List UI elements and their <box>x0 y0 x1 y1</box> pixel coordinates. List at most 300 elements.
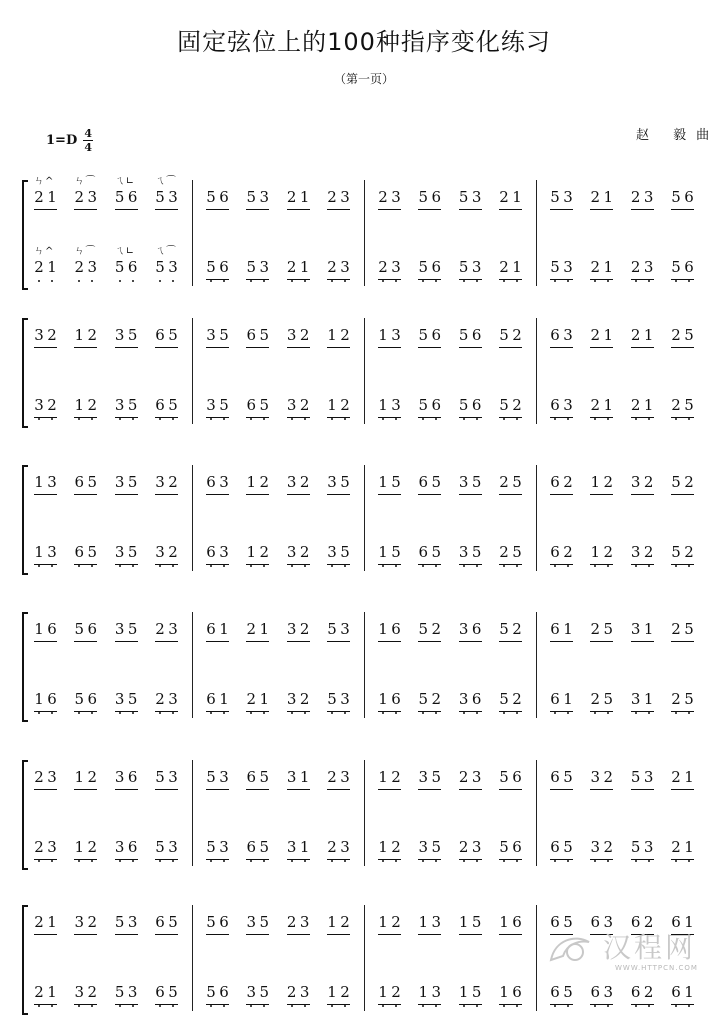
note-group <box>34 326 57 348</box>
note: 2 <box>512 396 522 414</box>
note: 2 <box>47 326 57 344</box>
measure <box>378 690 522 712</box>
note-group <box>74 246 98 279</box>
measure <box>378 543 522 565</box>
note: 1 <box>299 258 310 276</box>
measure <box>550 690 694 712</box>
note: 6 <box>471 690 482 708</box>
barline <box>364 318 365 424</box>
measure <box>378 913 522 935</box>
note: 6 <box>219 913 229 931</box>
note: 6 <box>155 913 165 931</box>
note: 2 <box>671 690 681 708</box>
note: 6 <box>47 690 57 708</box>
note-group <box>206 188 229 210</box>
note-group <box>550 690 573 712</box>
note-group <box>378 620 401 642</box>
system-bracket <box>22 905 28 1015</box>
note-group <box>550 838 573 860</box>
note-group <box>115 913 138 935</box>
watermark <box>545 920 715 980</box>
barline <box>364 465 365 571</box>
note-group <box>206 838 229 860</box>
note: 5 <box>114 983 125 1001</box>
note: 2 <box>34 913 44 931</box>
note-group <box>327 258 350 280</box>
note-group <box>459 838 482 860</box>
note: 2 <box>499 188 509 206</box>
note: 6 <box>246 396 257 414</box>
note-group <box>418 188 441 210</box>
note: 2 <box>512 690 522 708</box>
note: 6 <box>127 258 138 276</box>
note-group <box>671 983 694 1005</box>
barline <box>192 905 193 1011</box>
note: 1 <box>684 768 694 786</box>
note: 1 <box>512 188 522 206</box>
note-group <box>246 188 269 210</box>
note: 5 <box>418 690 429 708</box>
note-group <box>378 326 401 348</box>
note: 1 <box>643 396 654 414</box>
note: 1 <box>643 326 654 344</box>
note-group <box>34 543 57 565</box>
note: 3 <box>206 396 216 414</box>
note-group <box>590 838 613 860</box>
note: 5 <box>127 326 138 344</box>
note: 1 <box>47 983 57 1001</box>
note: 3 <box>458 473 469 491</box>
note-group <box>287 838 310 860</box>
note: 1 <box>590 543 601 561</box>
note: 2 <box>34 838 44 856</box>
note: 1 <box>246 543 257 561</box>
note: 2 <box>458 838 469 856</box>
staff-system <box>0 176 728 290</box>
note: 3 <box>114 543 125 561</box>
note: 5 <box>127 543 138 561</box>
system-bracket <box>22 612 28 722</box>
measure <box>206 838 350 860</box>
note: 1 <box>299 188 310 206</box>
note: 1 <box>327 983 337 1001</box>
note: 3 <box>168 620 178 638</box>
note: 5 <box>550 188 560 206</box>
note: 1 <box>259 620 270 638</box>
measure <box>550 620 694 642</box>
note: 6 <box>87 690 98 708</box>
note-group <box>246 983 269 1005</box>
note: 1 <box>378 326 388 344</box>
watermark-url: WWW.HTTPCN.COM <box>615 964 698 972</box>
note-group <box>499 913 522 935</box>
note: 6 <box>512 913 522 931</box>
note: 6 <box>550 768 560 786</box>
note: 2 <box>155 620 165 638</box>
note-group <box>287 258 310 280</box>
note: 2 <box>378 258 388 276</box>
note: 6 <box>684 188 694 206</box>
note: 3 <box>168 768 178 786</box>
note: 5 <box>418 620 429 638</box>
measure <box>378 620 522 642</box>
watermark-logo-icon <box>545 930 601 970</box>
note: 3 <box>391 396 401 414</box>
note: 6 <box>590 913 601 931</box>
note-group <box>155 473 178 495</box>
note: 2 <box>590 258 601 276</box>
note-group <box>671 768 694 790</box>
note: 6 <box>512 768 522 786</box>
note-group <box>206 620 229 642</box>
barline <box>536 612 537 718</box>
note: 2 <box>643 473 654 491</box>
note: 2 <box>378 188 388 206</box>
note: 5 <box>127 620 138 638</box>
note: 6 <box>418 543 429 561</box>
note: 6 <box>431 396 442 414</box>
note: 5 <box>219 396 229 414</box>
note: 1 <box>246 473 257 491</box>
note: 5 <box>168 983 178 1001</box>
note: 5 <box>259 913 270 931</box>
note: 1 <box>512 258 522 276</box>
measure <box>34 396 178 418</box>
note: 2 <box>246 690 257 708</box>
measure <box>206 913 350 935</box>
note: 5 <box>219 326 229 344</box>
note: 5 <box>471 913 482 931</box>
measure <box>206 768 350 790</box>
note-group <box>459 913 482 935</box>
note-group <box>74 620 97 642</box>
note-group <box>631 543 654 565</box>
barline <box>192 180 193 286</box>
note: 1 <box>378 983 388 1001</box>
measure <box>378 983 522 1005</box>
note: 3 <box>603 983 614 1001</box>
note-group <box>459 396 482 418</box>
note: 3 <box>34 396 44 414</box>
note-group <box>287 983 310 1005</box>
note: 5 <box>603 690 614 708</box>
measure <box>34 620 178 642</box>
note-group <box>287 913 310 935</box>
note: 2 <box>499 473 509 491</box>
note-group <box>287 396 310 418</box>
note: 6 <box>391 620 401 638</box>
note: 3 <box>74 913 85 931</box>
note-group <box>671 620 694 642</box>
note: 2 <box>34 983 44 1001</box>
system-bracket <box>22 180 28 290</box>
note: 5 <box>563 768 573 786</box>
note-group <box>327 913 350 935</box>
note-group <box>287 188 310 210</box>
note-group <box>34 690 57 712</box>
note: 1 <box>34 690 44 708</box>
note-group <box>206 326 229 348</box>
note: 5 <box>671 188 681 206</box>
measure <box>550 326 694 348</box>
note: 2 <box>286 913 297 931</box>
staff-system <box>0 318 728 428</box>
note: 2 <box>327 768 337 786</box>
note: 1 <box>74 326 85 344</box>
note: 3 <box>590 768 601 786</box>
note-group <box>246 396 269 418</box>
note: 2 <box>340 326 350 344</box>
note: 3 <box>418 838 429 856</box>
note: 2 <box>299 543 310 561</box>
note-group <box>550 188 573 210</box>
note: 5 <box>340 473 350 491</box>
note: 2 <box>299 396 310 414</box>
note-group <box>631 188 654 210</box>
note: 5 <box>168 913 178 931</box>
note: 1 <box>684 838 694 856</box>
barline <box>192 760 193 866</box>
note-group <box>74 473 97 495</box>
note-group <box>671 543 694 565</box>
note: 3 <box>286 396 297 414</box>
note: 2 <box>499 543 509 561</box>
note: 2 <box>286 258 297 276</box>
note-group <box>155 543 178 565</box>
note: 2 <box>327 188 337 206</box>
note: 3 <box>219 543 229 561</box>
note: 2 <box>327 258 337 276</box>
note-group <box>155 913 178 935</box>
note: 1 <box>603 326 614 344</box>
note: 6 <box>206 620 216 638</box>
note-group <box>155 620 178 642</box>
note-group <box>459 768 482 790</box>
measure <box>34 690 178 712</box>
barline <box>192 465 193 571</box>
measure <box>550 543 694 565</box>
note: 1 <box>47 188 57 206</box>
note-group <box>499 326 522 348</box>
note: 5 <box>87 543 98 561</box>
measure <box>550 473 694 495</box>
barline <box>536 318 537 424</box>
note: 5 <box>458 396 469 414</box>
note: 2 <box>286 188 297 206</box>
note: 3 <box>563 396 573 414</box>
key-signature <box>46 128 93 153</box>
note: 5 <box>206 258 216 276</box>
note-group <box>499 690 522 712</box>
note-group <box>418 473 441 495</box>
note: 3 <box>340 188 350 206</box>
note-group <box>34 768 57 790</box>
note: 3 <box>127 913 138 931</box>
note-group <box>154 176 178 210</box>
note: 3 <box>391 258 401 276</box>
note: 6 <box>127 838 138 856</box>
note: 2 <box>340 396 350 414</box>
note-group <box>327 838 350 860</box>
note-group <box>550 768 573 790</box>
note: 3 <box>114 326 125 344</box>
measure <box>378 258 522 280</box>
note: 2 <box>684 543 694 561</box>
note: 6 <box>512 983 522 1001</box>
note: 3 <box>643 188 654 206</box>
key-label: 1=D <box>46 133 78 148</box>
note-group <box>378 913 401 935</box>
note: 6 <box>206 473 216 491</box>
note-group <box>590 326 613 348</box>
note: 6 <box>684 258 694 276</box>
note: 5 <box>418 326 429 344</box>
note-group <box>631 258 654 280</box>
barline <box>536 760 537 866</box>
note: 5 <box>391 473 401 491</box>
note: 1 <box>458 983 469 1001</box>
note: 2 <box>299 690 310 708</box>
measure <box>378 838 522 860</box>
note-group <box>378 473 401 495</box>
note: 6 <box>219 258 229 276</box>
measure <box>206 473 350 495</box>
note-group <box>499 983 522 1005</box>
note-group <box>418 620 441 642</box>
note-group <box>327 188 350 210</box>
note: 1 <box>259 690 270 708</box>
note: 2 <box>87 983 98 1001</box>
note: 1 <box>219 690 229 708</box>
note-group <box>590 473 613 495</box>
note-group <box>418 396 441 418</box>
note-group <box>550 396 573 418</box>
note: 5 <box>431 473 442 491</box>
note: 3 <box>114 768 125 786</box>
note-group <box>378 768 401 790</box>
note: 3 <box>643 768 654 786</box>
note-group <box>287 620 310 642</box>
note-group <box>631 396 654 418</box>
barline <box>536 180 537 286</box>
note-group <box>115 543 138 565</box>
note: 2 <box>327 838 337 856</box>
note-group <box>590 690 613 712</box>
note: 5 <box>499 768 509 786</box>
note: 3 <box>168 188 178 206</box>
note-group <box>590 258 613 280</box>
note-group <box>418 838 441 860</box>
note-group <box>74 983 97 1005</box>
note: 6 <box>155 983 165 1001</box>
note: 2 <box>630 326 641 344</box>
note: 6 <box>550 543 560 561</box>
note: 3 <box>246 983 257 1001</box>
note: 3 <box>219 838 229 856</box>
note: 1 <box>219 620 229 638</box>
note: 5 <box>206 768 216 786</box>
measure <box>206 258 350 280</box>
note: 3 <box>219 473 229 491</box>
fingering-mark: ㄣ⌒ <box>74 246 97 257</box>
measure <box>550 983 694 1005</box>
note: 1 <box>47 258 57 276</box>
fingering-mark: ㄟ∟ <box>114 176 136 187</box>
note-group <box>499 620 522 642</box>
note: 1 <box>499 983 509 1001</box>
note: 2 <box>34 258 44 276</box>
note: 5 <box>431 543 442 561</box>
note: 5 <box>246 258 257 276</box>
note: 5 <box>114 913 125 931</box>
note: 6 <box>550 838 560 856</box>
note: 6 <box>47 620 57 638</box>
note-group <box>378 543 401 565</box>
note-group <box>459 258 482 280</box>
note: 5 <box>259 326 270 344</box>
note: 1 <box>34 620 44 638</box>
note: 5 <box>206 838 216 856</box>
note: 5 <box>684 690 694 708</box>
note: 6 <box>431 258 442 276</box>
note-group <box>246 473 269 495</box>
note: 6 <box>74 543 85 561</box>
note: 2 <box>643 913 654 931</box>
note: 1 <box>34 543 44 561</box>
note-group <box>34 913 57 935</box>
note-group <box>154 246 178 279</box>
note-group <box>590 396 613 418</box>
note-group <box>499 838 522 860</box>
note: 5 <box>340 543 350 561</box>
note: 2 <box>603 473 614 491</box>
measure <box>34 176 178 210</box>
barline <box>364 760 365 866</box>
note: 3 <box>340 620 350 638</box>
note-group <box>155 983 178 1005</box>
note-group <box>671 396 694 418</box>
note-group <box>459 983 482 1005</box>
note-group <box>418 326 441 348</box>
page-title: 固定弦位上的100种指序变化练习 <box>177 28 551 56</box>
note: 3 <box>327 473 337 491</box>
note: 6 <box>550 983 560 1001</box>
note: 3 <box>431 983 442 1001</box>
note-group <box>418 768 441 790</box>
note-group <box>671 188 694 210</box>
note-group <box>155 690 178 712</box>
note: 3 <box>340 768 350 786</box>
note-group <box>115 620 138 642</box>
note: 6 <box>155 326 165 344</box>
note: 3 <box>114 396 125 414</box>
note-group <box>550 543 573 565</box>
note-group <box>246 838 269 860</box>
note: 2 <box>391 768 401 786</box>
note: 2 <box>458 768 469 786</box>
fingering-mark: ㄟ⌒ <box>154 246 177 257</box>
fingering-mark: ㄟ∟ <box>114 246 136 257</box>
note-group <box>550 983 573 1005</box>
note: 2 <box>630 258 641 276</box>
note: 3 <box>327 543 337 561</box>
note-group <box>246 690 269 712</box>
measure <box>34 543 178 565</box>
note: 5 <box>499 326 509 344</box>
note-group <box>378 396 401 418</box>
note: 3 <box>340 690 350 708</box>
note: 2 <box>34 768 44 786</box>
